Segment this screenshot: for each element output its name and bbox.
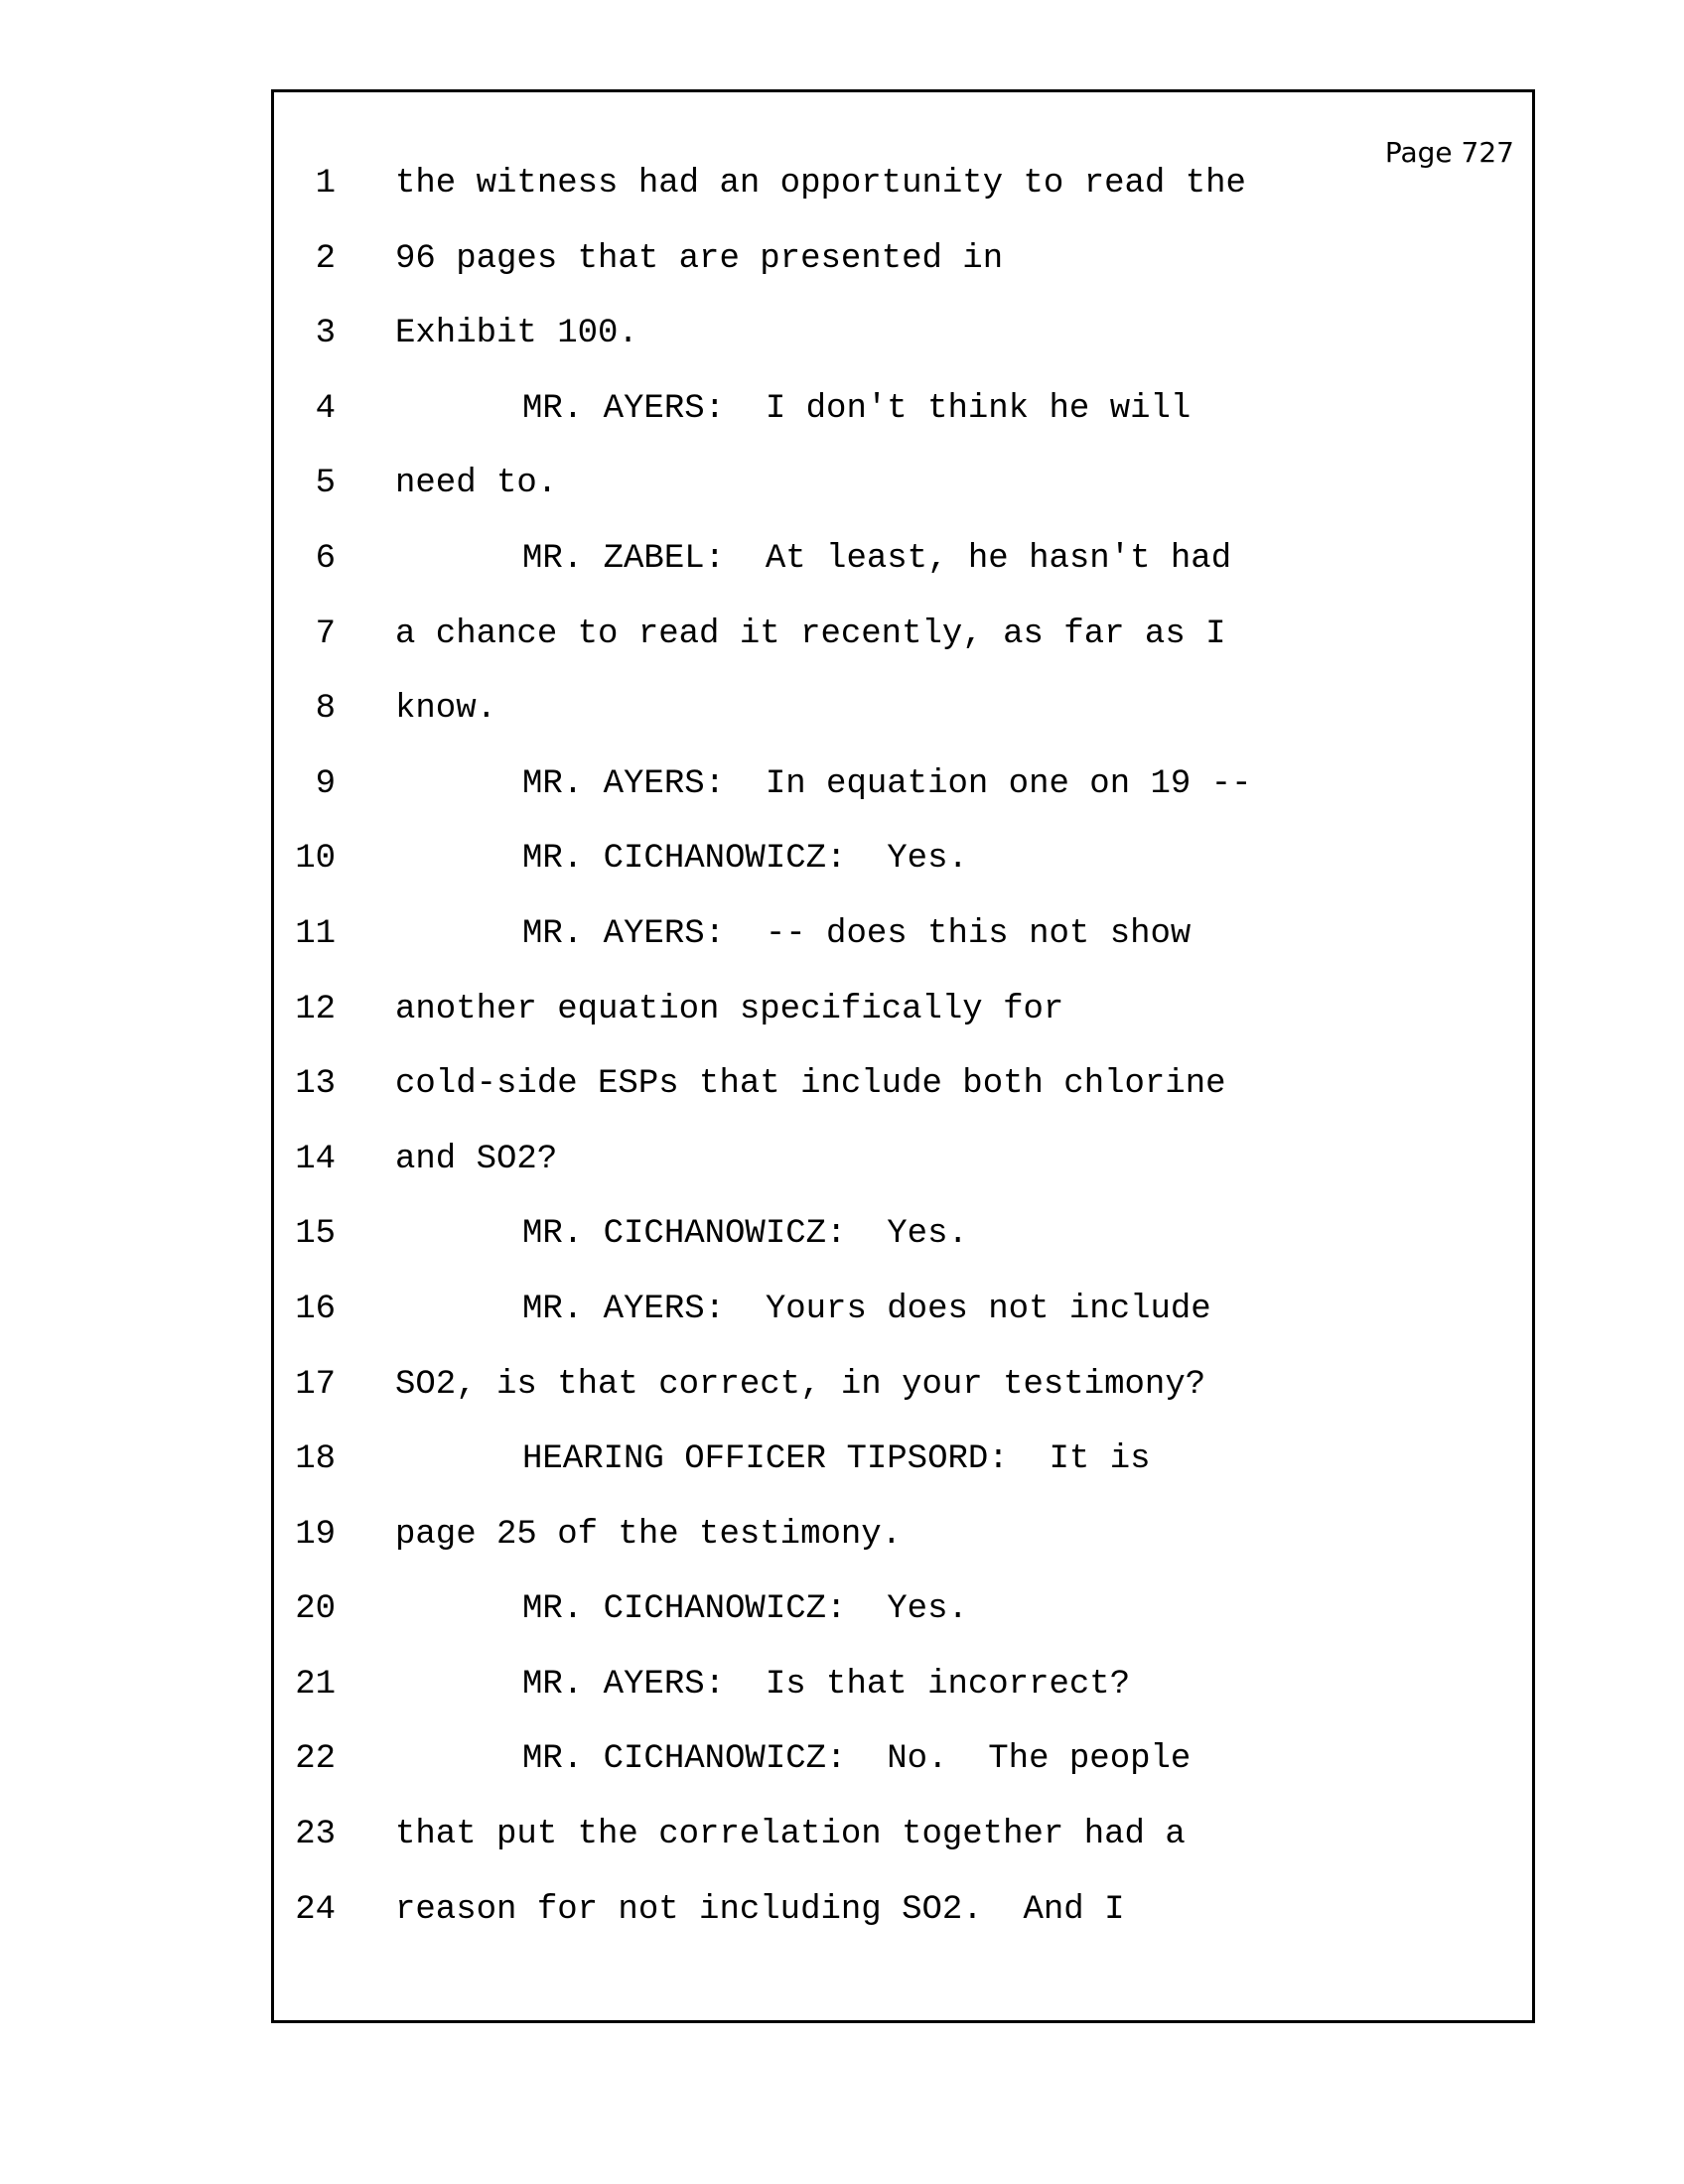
line-text: MR. AYERS: Yours does not include (522, 1290, 1211, 1328)
line-number: 10 (295, 840, 336, 879)
transcript-line (274, 839, 1532, 914)
transcript-line (274, 914, 1532, 990)
line-number: 11 (295, 914, 336, 953)
transcript-line (274, 1665, 1532, 1740)
transcript-line (274, 539, 1532, 614)
line-text: MR. AYERS: -- does this not show (522, 914, 1192, 953)
transcript-line (274, 464, 1532, 539)
line-number: 5 (315, 465, 336, 503)
transcript-line (274, 1589, 1532, 1665)
transcript-line (274, 1365, 1532, 1440)
line-text: MR. CICHANOWICZ: No. The people (522, 1740, 1192, 1779)
line-number: 7 (315, 614, 336, 653)
transcript-line (274, 1439, 1532, 1515)
line-text: MR. ZABEL: At least, he hasn't had (522, 539, 1232, 578)
transcript-line (274, 1815, 1532, 1890)
transcript-line (274, 614, 1532, 690)
line-text: SO2, is that correct, in your testimony? (395, 1365, 1206, 1404)
line-text: MR. CICHANOWICZ: Yes. (522, 1590, 968, 1629)
line-text: cold-side ESPs that include both chlorine (395, 1065, 1226, 1104)
transcript-line (274, 164, 1532, 239)
line-text: 96 pages that are presented in (395, 239, 1004, 278)
line-number: 22 (295, 1740, 336, 1779)
transcript-line (274, 1290, 1532, 1365)
transcript-line (274, 689, 1532, 764)
line-number: 9 (315, 764, 336, 803)
line-number: 3 (315, 315, 336, 353)
transcript-line (274, 1739, 1532, 1815)
transcript-line (274, 1214, 1532, 1290)
line-number: 12 (295, 990, 336, 1028)
transcript-page (271, 89, 1535, 2023)
line-text: MR. AYERS: In equation one on 19 -- (522, 764, 1252, 803)
line-text: another equation specifically for (395, 990, 1064, 1028)
line-number: 1 (315, 165, 336, 203)
line-number: 19 (295, 1515, 336, 1554)
line-number: 8 (315, 690, 336, 729)
line-number: 21 (295, 1665, 336, 1704)
line-number: 18 (295, 1440, 336, 1479)
line-text: page 25 of the testimony. (395, 1515, 903, 1554)
transcript-line (274, 1064, 1532, 1140)
transcript-line (274, 1140, 1532, 1215)
line-number: 15 (295, 1215, 336, 1254)
line-text: MR. AYERS: I don't think he will (522, 389, 1192, 428)
line-number: 23 (295, 1816, 336, 1854)
transcript-line (274, 1890, 1532, 1966)
transcript-line (274, 990, 1532, 1065)
line-number: 24 (295, 1890, 336, 1929)
line-number: 13 (295, 1065, 336, 1104)
line-text: and SO2? (395, 1140, 558, 1178)
line-number: 16 (295, 1290, 336, 1328)
line-text: MR. CICHANOWICZ: Yes. (522, 840, 968, 879)
line-number: 4 (315, 389, 336, 428)
line-number: 14 (295, 1140, 336, 1178)
transcript-line (274, 314, 1532, 389)
transcript-line (274, 764, 1532, 840)
line-text: that put the correlation together had a (395, 1816, 1186, 1854)
line-number: 6 (315, 539, 336, 578)
line-number: 2 (315, 239, 336, 278)
transcript-line (274, 1515, 1532, 1590)
line-text: a chance to read it recently, as far as I (395, 614, 1226, 653)
line-text: the witness had an opportunity to read the (395, 165, 1246, 203)
line-text: HEARING OFFICER TIPSORD: It is (522, 1440, 1151, 1479)
transcript-line (274, 239, 1532, 315)
line-text: need to. (395, 465, 558, 503)
line-number: 20 (295, 1590, 336, 1629)
line-number: 17 (295, 1365, 336, 1404)
transcript-lines (274, 164, 1532, 1965)
line-text: MR. CICHANOWICZ: Yes. (522, 1215, 968, 1254)
line-text: know. (395, 690, 497, 729)
transcript-line (274, 389, 1532, 465)
line-text: reason for not including SO2. And I (395, 1890, 1125, 1929)
line-text: MR. AYERS: Is that incorrect? (522, 1665, 1131, 1704)
line-text: Exhibit 100. (395, 315, 638, 353)
page-number-label: Page 727 (1384, 136, 1514, 169)
